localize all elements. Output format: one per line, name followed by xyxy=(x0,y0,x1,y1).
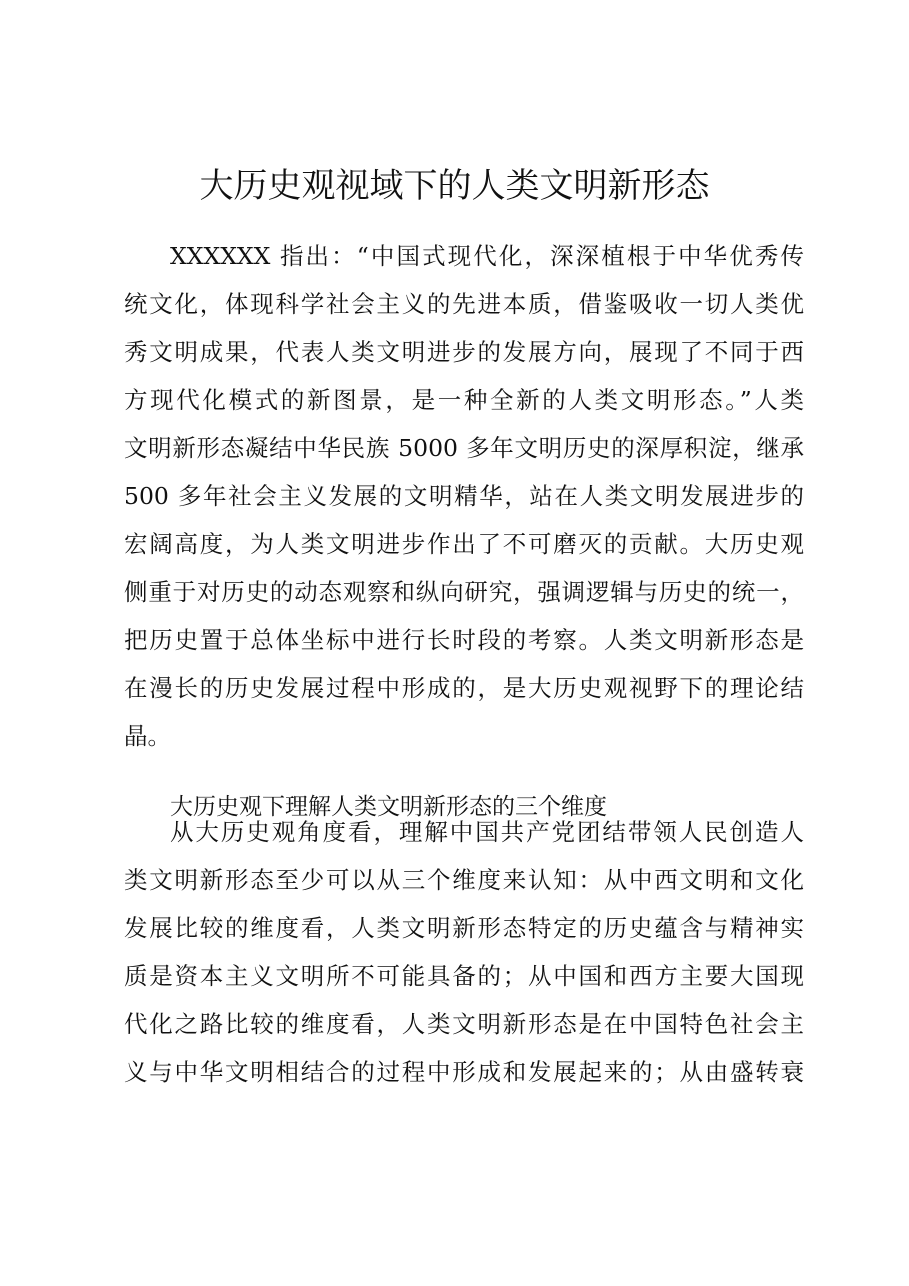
paragraph-line: 方现代化模式的新图景，是一种全新的人类文明形态。”人类 xyxy=(124,386,804,414)
paragraph-line: 发展比较的维度看，人类文明新形态特定的历史蕴含与精神实 xyxy=(124,914,804,942)
paragraph-line: 从大历史观角度看，理解中国共产党团结带领人民创造人 xyxy=(170,818,804,846)
paragraph-line: 义与中华文明相结合的过程中形成和发展起来的；从由盛转衰 xyxy=(124,1058,804,1086)
paragraph-line: 统文化，体现科学社会主义的先进本质，借鉴吸收一切人类优 xyxy=(124,290,804,318)
paragraph-line: 在漫长的历史发展过程中形成的，是大历史观视野下的理论结 xyxy=(124,674,804,702)
paragraph-line: XXXXXX 指出：“中国式现代化，深深植根于中华优秀传 xyxy=(170,242,804,270)
paragraph-line: 侧重于对历史的动态观察和纵向研究，强调逻辑与历史的统一， xyxy=(124,578,804,606)
paragraph-line: 500 多年社会主义发展的文明精华，站在人类文明发展进步的 xyxy=(124,482,804,510)
paragraph-line: 类文明新形态至少可以从三个维度来认知：从中西文明和文化 xyxy=(124,866,804,894)
paragraph-line: 文明新形态凝结中华民族 5000 多年文明历史的深厚积淀，继承 xyxy=(124,434,804,462)
paragraph-line: 晶。 xyxy=(124,722,171,750)
document-title: 大历史观视域下的人类文明新形态 xyxy=(199,166,710,206)
paragraph-line: 把历史置于总体坐标中进行长时段的考察。人类文明新形态是 xyxy=(124,626,804,654)
paragraph-line: 秀文明成果，代表人类文明进步的发展方向，展现了不同于西 xyxy=(124,338,804,366)
paragraph-line: 质是资本主义文明所不可能具备的；从中国和西方主要大国现 xyxy=(124,962,804,990)
paragraph-line: 代化之路比较的维度看，人类文明新形态是在中国特色社会主 xyxy=(124,1010,804,1038)
paragraph-line: 宏阔高度，为人类文明进步作出了不可磨灭的贡献。大历史观 xyxy=(124,530,804,558)
section-heading: 大历史观下理解人类文明新形态的三个维度 xyxy=(170,794,607,820)
